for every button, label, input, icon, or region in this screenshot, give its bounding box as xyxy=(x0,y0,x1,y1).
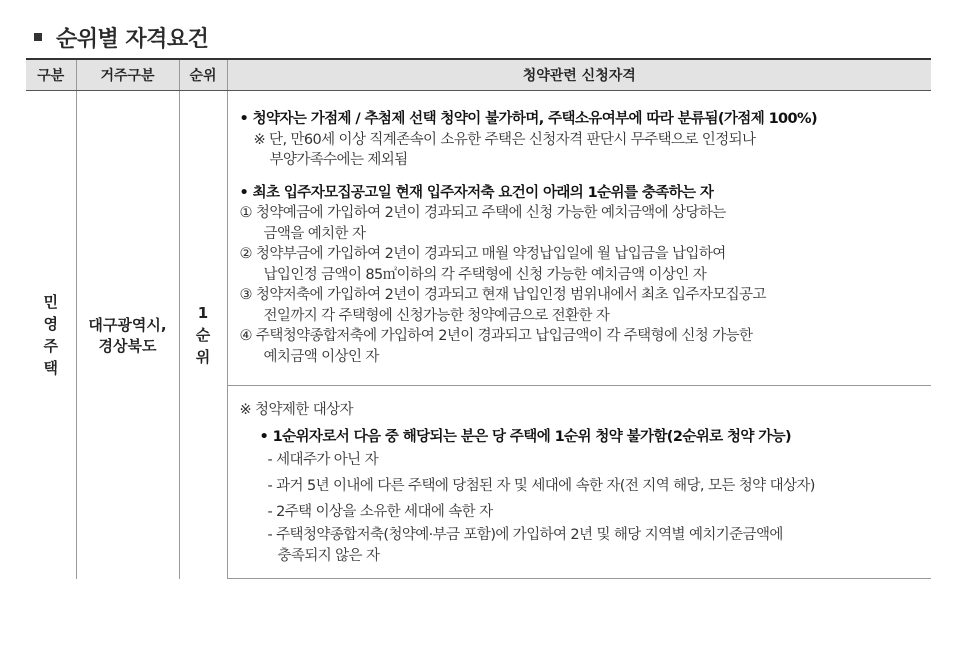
bullet-no-choice: • 청약자는 가점제 / 추첨제 선택 청약이 불가하며, 주택소유여부에 따라 분류됨(가점제 100%) xyxy=(239,111,817,127)
restriction-item-3: - 2주택 이상을 소유한 세대에 속한 자 xyxy=(267,504,493,520)
qualification-content-cell xyxy=(227,91,931,580)
header-rank: 순위 xyxy=(179,59,227,91)
category-text: 민영주택 xyxy=(43,293,58,377)
item-1-line-1: ① 청약예금에 가입하여 2년이 경과되고 주택에 신청 가능한 예치금액에 상당하는 xyxy=(239,205,726,221)
restriction-bullet: • 1순위자로서 다음 중 해당되는 분은 당 주택에 1순위 청약 불가함(2순위로 청약 가능) xyxy=(259,428,792,445)
section-title-text: 순위별 자격요건 xyxy=(56,26,209,52)
item-2-line-2: 납입인정 금액이 85㎡이하의 각 주택형에 신청 가능한 예치금액 이상인 자 xyxy=(263,266,707,283)
region-line-1: 대구광역시, xyxy=(88,316,167,334)
item-3-line-1: ③ 청약저축에 가입하여 2년이 경과되고 현재 납입인정 범위내에서 최초 입주자모집공고 xyxy=(239,287,766,303)
region-line-2: 경상북도 xyxy=(98,337,157,355)
item-4-line-2: 예치금액 이상인 자 xyxy=(263,348,379,365)
restriction-item-1: - 세대주가 아닌 자 xyxy=(267,452,379,468)
rank-text: 1순위 xyxy=(195,304,211,366)
restriction-block xyxy=(228,386,932,579)
item-4-line-1: ④ 주택청약종합저축에 가입하여 2년이 경과되고 납입금액이 각 주택형에 신청 가능한 xyxy=(239,328,753,344)
note-elderly-line-2: 부양가족수에는 제외됨 xyxy=(269,152,408,168)
header-qualification: 청약관련 신청자격 xyxy=(227,59,931,91)
region-cell xyxy=(76,91,179,580)
category-cell xyxy=(26,91,76,580)
table-header-row xyxy=(26,59,931,91)
header-residence: 거주구분 xyxy=(76,59,179,91)
bullet-first-rank: • 최초 입주자모집공고일 현재 입주자저축 요건이 아래의 1순위를 충족하는 자 xyxy=(239,184,714,201)
qualification-block xyxy=(228,91,932,386)
square-bullet-icon xyxy=(34,33,42,41)
section-title xyxy=(34,20,208,54)
restriction-item-4-line-2: 충족되지 않은 자 xyxy=(277,547,380,564)
table-row xyxy=(26,91,931,580)
item-3-line-2: 전일까지 각 주택형에 신청가능한 청약예금으로 전환한 자 xyxy=(263,307,610,324)
header-category: 구분 xyxy=(26,59,76,91)
restriction-item-2: - 과거 5년 이내에 다른 주택에 당첨된 자 및 세대에 속한 자(전 지역 해당, 모든 청약 대상자) xyxy=(267,478,815,494)
item-2-line-1: ② 청약부금에 가입하여 2년이 경과되고 매월 약정납입일에 월 납입금을 납입하여 xyxy=(239,246,726,262)
rank-cell xyxy=(179,91,227,580)
qualification-table xyxy=(26,58,931,579)
note-elderly-line-1: ※ 단, 만60세 이상 직계존속이 소유한 주택은 신청자격 판단시 무주택으로 인정되나 xyxy=(253,131,756,148)
restriction-heading: ※ 청약제한 대상자 xyxy=(239,402,353,418)
restriction-item-4-line-1: - 주택청약종합저축(청약예·부금 포함)에 가입하여 2년 및 해당 지역별 예치기준금액에 xyxy=(267,527,783,543)
item-1-line-2: 금액을 예치한 자 xyxy=(263,225,366,242)
